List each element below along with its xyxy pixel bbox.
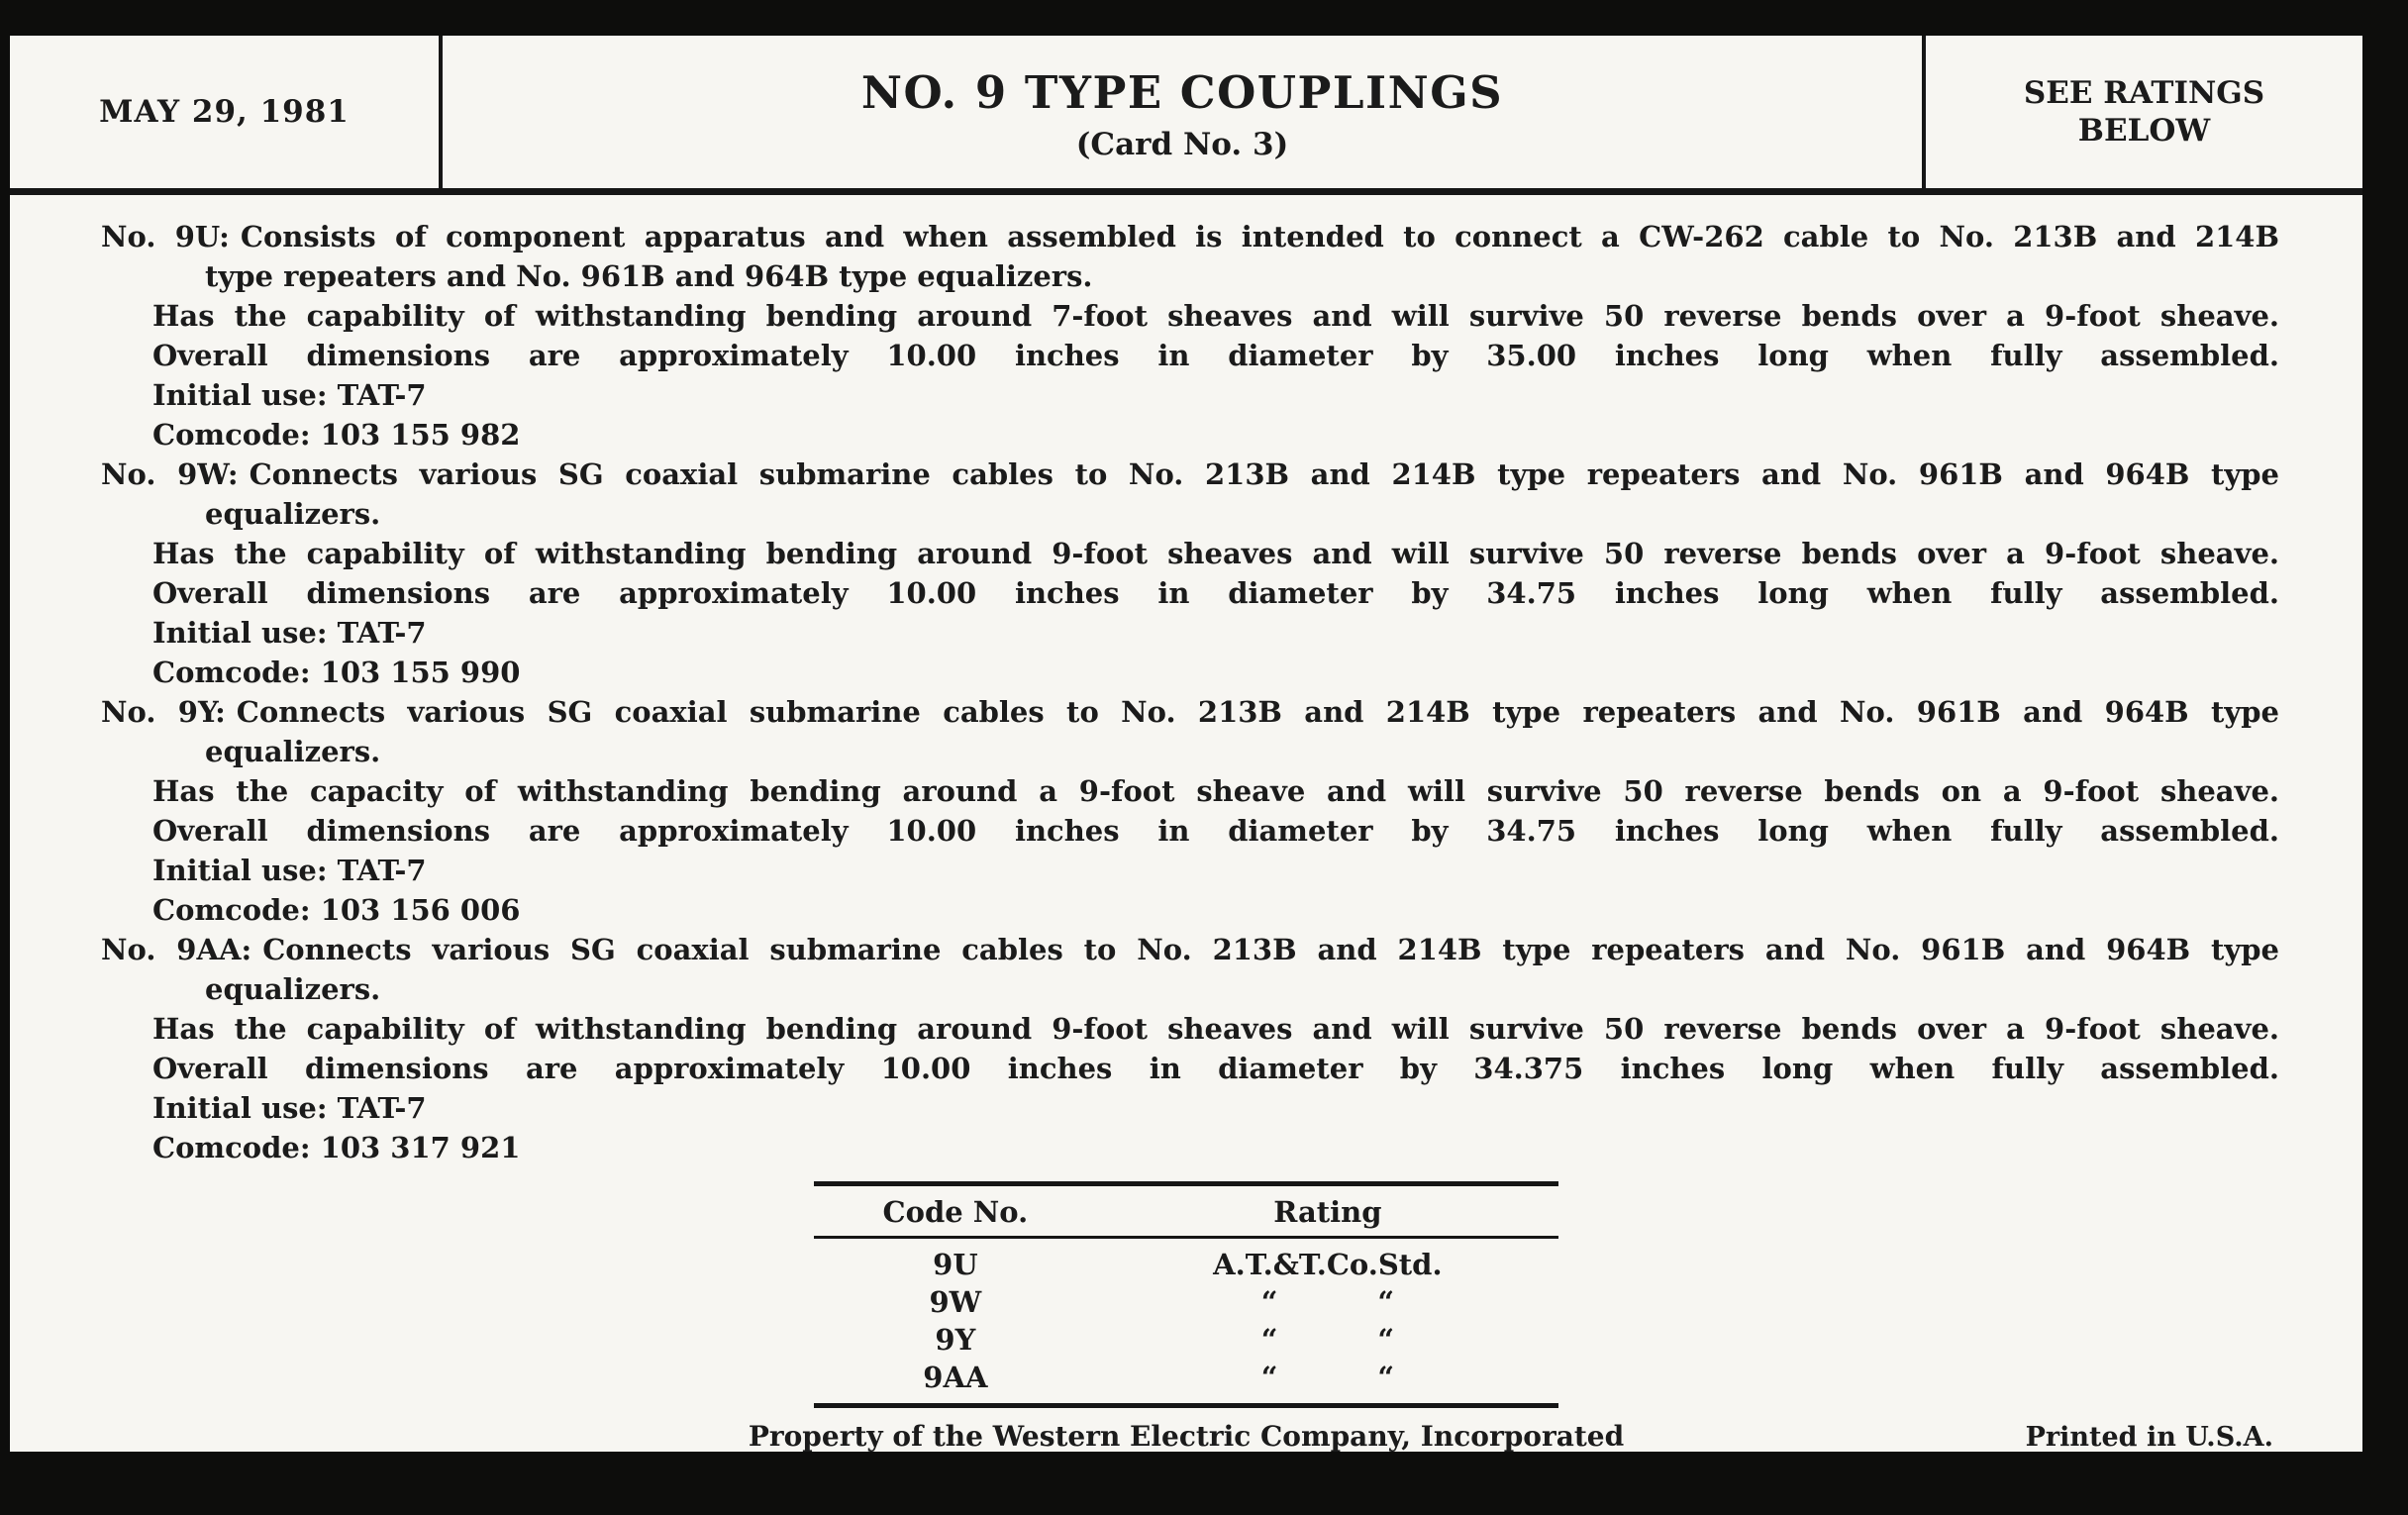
entry-label: No. 9Y: bbox=[101, 695, 226, 729]
ratings-note-line1: SEE RATINGS bbox=[2023, 75, 2265, 111]
entry-lead-text: Consists of component apparatus and when assembled is intended to connect a CW-262 cable to No. 213B and 214B bbox=[240, 220, 2279, 253]
property-notice: Property of the Western Electric Company, Incorporated bbox=[748, 1420, 1625, 1453]
entry-dimensions: Overall dimensions are approximately 10.00 inches in diameter by 34.375 inches long when fully assembled. bbox=[152, 1052, 2279, 1085]
ratings-note-line2: BELOW bbox=[2077, 113, 2211, 149]
entry-lead-line2: equalizers. bbox=[205, 972, 381, 1006]
entry-capability: Has the capacity of withstanding bending around a 9-foot sheave and will survive 50 reverse bends on a 9-foot sheave. bbox=[152, 774, 2279, 808]
entry-9y bbox=[101, 692, 2279, 930]
entry-lead-line1 bbox=[101, 930, 2279, 969]
document-page bbox=[10, 36, 2362, 1452]
rating-cell: “ “ bbox=[1260, 1323, 1395, 1357]
page-title: NO. 9 TYPE COUPLINGS bbox=[860, 65, 1504, 119]
rating-cell: “ “ bbox=[1260, 1361, 1395, 1394]
ratings-table bbox=[814, 1181, 1558, 1408]
ratings-note bbox=[2024, 74, 2264, 150]
rating-cell: “ “ bbox=[1260, 1285, 1395, 1319]
entry-label: No. 9AA: bbox=[101, 933, 252, 966]
page-subtitle: (Card No. 3) bbox=[1075, 126, 1289, 162]
entry-lead-text: Connects various SG coaxial submarine cables to No. 213B and 214B type repeaters and No. 961B and 964B type bbox=[236, 695, 2279, 729]
entry-dimensions: Overall dimensions are approximately 10.00 inches in diameter by 34.75 inches long when fully assembled. bbox=[152, 814, 2279, 848]
entry-initial-use: Initial use: TAT-7 bbox=[152, 378, 427, 412]
code-cell: 9W bbox=[929, 1285, 982, 1319]
table-header-code: Code No. bbox=[814, 1184, 1097, 1238]
entry-lead-line1 bbox=[101, 454, 2279, 494]
coupling-entries bbox=[10, 195, 2362, 1167]
table-header-rating: Rating bbox=[1097, 1184, 1558, 1238]
entry-9aa bbox=[101, 930, 2279, 1167]
code-cell: 9Y bbox=[935, 1323, 976, 1357]
entry-9u bbox=[101, 217, 2279, 454]
date-label: MAY 29, 1981 bbox=[99, 94, 350, 130]
entry-lead-text: Connects various SG coaxial submarine cables to No. 213B and 214B type repeaters and No. 961B and 964B type bbox=[249, 457, 2279, 491]
entry-comcode: Comcode: 103 317 921 bbox=[152, 1131, 521, 1164]
entry-capability: Has the capability of withstanding bending around 7-foot sheaves and will survive 50 reverse bends over a 9-foot sheave. bbox=[152, 299, 2279, 333]
header-title-cell bbox=[443, 36, 1922, 188]
table-row bbox=[814, 1359, 1558, 1406]
printed-notice: Printed in U.S.A. bbox=[2025, 1422, 2273, 1453]
header-date-cell bbox=[10, 36, 443, 188]
table-row bbox=[814, 1238, 1558, 1284]
entry-lead-line2: equalizers. bbox=[205, 497, 381, 531]
table-row bbox=[814, 1283, 1558, 1321]
entry-label: No. 9W: bbox=[101, 457, 239, 491]
scan-artifact bbox=[1307, 1498, 1436, 1509]
code-cell: 9AA bbox=[923, 1361, 988, 1394]
entry-lead-line1 bbox=[101, 217, 2279, 256]
entry-comcode: Comcode: 103 155 990 bbox=[152, 656, 521, 689]
entry-9w bbox=[101, 454, 2279, 692]
entry-lead-line2: type repeaters and No. 961B and 964B type equalizers. bbox=[205, 259, 1093, 293]
code-cell: 9U bbox=[933, 1248, 978, 1281]
entry-lead-line1 bbox=[101, 692, 2279, 732]
entry-lead-text: Connects various SG coaxial submarine cables to No. 213B and 214B type repeaters and No. 961B and 964B type bbox=[262, 933, 2280, 966]
scan-artifact bbox=[1000, 1497, 1257, 1508]
card-footer bbox=[10, 1420, 2362, 1460]
entry-initial-use: Initial use: TAT-7 bbox=[152, 1091, 427, 1125]
header-ratings-cell bbox=[1922, 36, 2362, 188]
entry-comcode: Comcode: 103 155 982 bbox=[152, 418, 521, 452]
table-row bbox=[814, 1321, 1558, 1359]
entry-comcode: Comcode: 103 156 006 bbox=[152, 893, 521, 927]
entry-label: No. 9U: bbox=[101, 220, 230, 253]
entry-dimensions: Overall dimensions are approximately 10.00 inches in diameter by 34.75 inches long when fully assembled. bbox=[152, 576, 2279, 610]
entry-dimensions: Overall dimensions are approximately 10.00 inches in diameter by 35.00 inches long when fully assembled. bbox=[152, 339, 2279, 372]
entry-capability: Has the capability of withstanding bending around 9-foot sheaves and will survive 50 reverse bends over a 9-foot sheave. bbox=[152, 537, 2279, 570]
entry-capability: Has the capability of withstanding bending around 9-foot sheaves and will survive 50 reverse bends over a 9-foot sheave. bbox=[152, 1012, 2279, 1046]
rating-cell: A.T.&T.Co.Std. bbox=[1213, 1248, 1443, 1281]
entry-initial-use: Initial use: TAT-7 bbox=[152, 854, 427, 887]
card-header bbox=[10, 36, 2362, 195]
entry-lead-line2: equalizers. bbox=[205, 735, 381, 768]
table-header-row bbox=[814, 1184, 1558, 1238]
entry-initial-use: Initial use: TAT-7 bbox=[152, 616, 427, 650]
